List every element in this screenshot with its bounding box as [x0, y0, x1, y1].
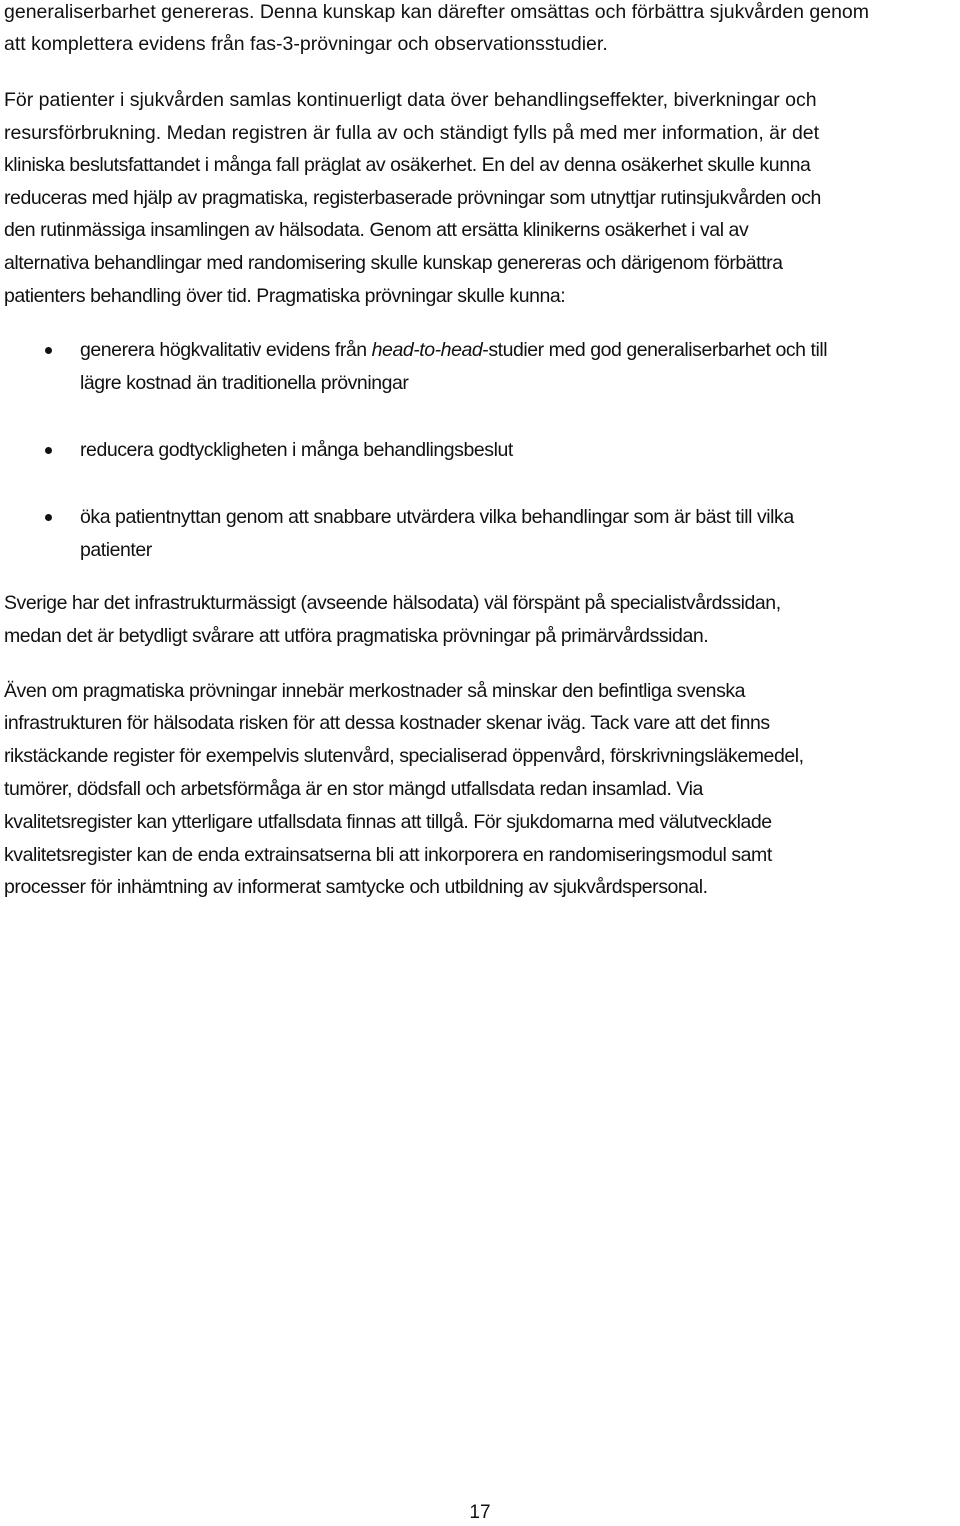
- paragraph-2-line-5: den rutinmässiga insamlingen av hälsodata. Genom att ersätta klinikerns osäkerhet i val av: [4, 219, 749, 241]
- paragraph-4-line-1: Även om pragmatiska prövningar innebär merkostnader så minskar den befintliga svenska: [4, 680, 746, 702]
- bullet-3-dot: [45, 514, 52, 521]
- paragraph-4-line-5: kvalitetsregister kan ytterligare utfallsdata finnas att tillgå. För sjukdomarna med välutvecklade: [4, 811, 772, 833]
- bullet-1-line-2: lägre kostnad än traditionella prövningar: [80, 372, 409, 394]
- bullet-1-dot: [45, 347, 52, 354]
- bullet-2-dot: [45, 447, 52, 454]
- paragraph-2-line-2: resursförbrukning. Medan registren är fulla av och ständigt fylls på med mer information, är det: [4, 122, 820, 144]
- bullet-3-line-2: patienter: [80, 539, 152, 561]
- paragraph-1-line-1: generaliserbarhet genereras. Denna kunskap kan därefter omsättas och förbättra sjukvården genom: [4, 1, 869, 23]
- paragraph-4-line-2: infrastrukturen för hälsodata risken för att dessa kostnader skenar iväg. Tack vare att det finns: [4, 712, 770, 734]
- paragraph-3-line-2: medan det är betydligt svårare att utföra pragmatiska prövningar på primärvårdssidan.: [4, 625, 709, 647]
- bullet-3-line-1: öka patientnyttan genom att snabbare utvärdera vilka behandlingar som är bäst till vilka: [80, 506, 794, 528]
- paragraph-2-line-3: kliniska beslutsfattandet i många fall präglat av osäkerhet. En del av denna osäkerhet skulle kunna: [4, 154, 811, 176]
- paragraph-1-line-2: att komplettera evidens från fas-3-prövningar och observationsstudier.: [4, 33, 608, 55]
- bullet-1-line-1: [80, 336, 827, 364]
- paragraph-2-line-6: alternativa behandlingar med randomisering skulle kunskap genereras och därigenom förbättra: [4, 252, 783, 274]
- paragraph-4-line-3: rikstäckande register för exempelvis slutenvård, specialiserad öppenvård, förskrivningsläkemedel,: [4, 745, 804, 767]
- paragraph-2-line-1: För patienter i sjukvården samlas kontinuerligt data över behandlingseffekter, biverkningar och: [4, 89, 817, 111]
- paragraph-2-line-4: reduceras med hjälp av pragmatiska, registerbaserade prövningar som utnyttjar rutinsjukvården och: [4, 187, 821, 209]
- bullet-1-text-before: generera högkvalitativ evidens från: [80, 339, 372, 361]
- bullet-1-italic-text: head-to-head: [371, 339, 483, 361]
- page-number: 17: [469, 1502, 491, 1523]
- paragraph-4-line-6: kvalitetsregister kan de enda extrainsatserna bli att inkorporera en randomiseringsmodul samt: [4, 844, 772, 866]
- paragraph-4-line-4: tumörer, dödsfall och arbetsförmåga är en stor mängd utfallsdata redan insamlad. Via: [4, 778, 703, 800]
- paragraph-4-line-7: processer för inhämtning av informerat samtycke och utbildning av sjukvårdspersonal.: [4, 876, 708, 898]
- paragraph-2-line-7: patienters behandling över tid. Pragmatiska prövningar skulle kunna:: [4, 285, 566, 307]
- bullet-1-text-after: -studier med god generaliserbarhet och till: [482, 339, 828, 361]
- bullet-2-line-1: reducera godtyckligheten i många behandlingsbeslut: [80, 439, 513, 461]
- paragraph-3-line-1: Sverige har det infrastrukturmässigt (avseende hälsodata) väl förspänt på specialistvårdssidan,: [4, 592, 781, 614]
